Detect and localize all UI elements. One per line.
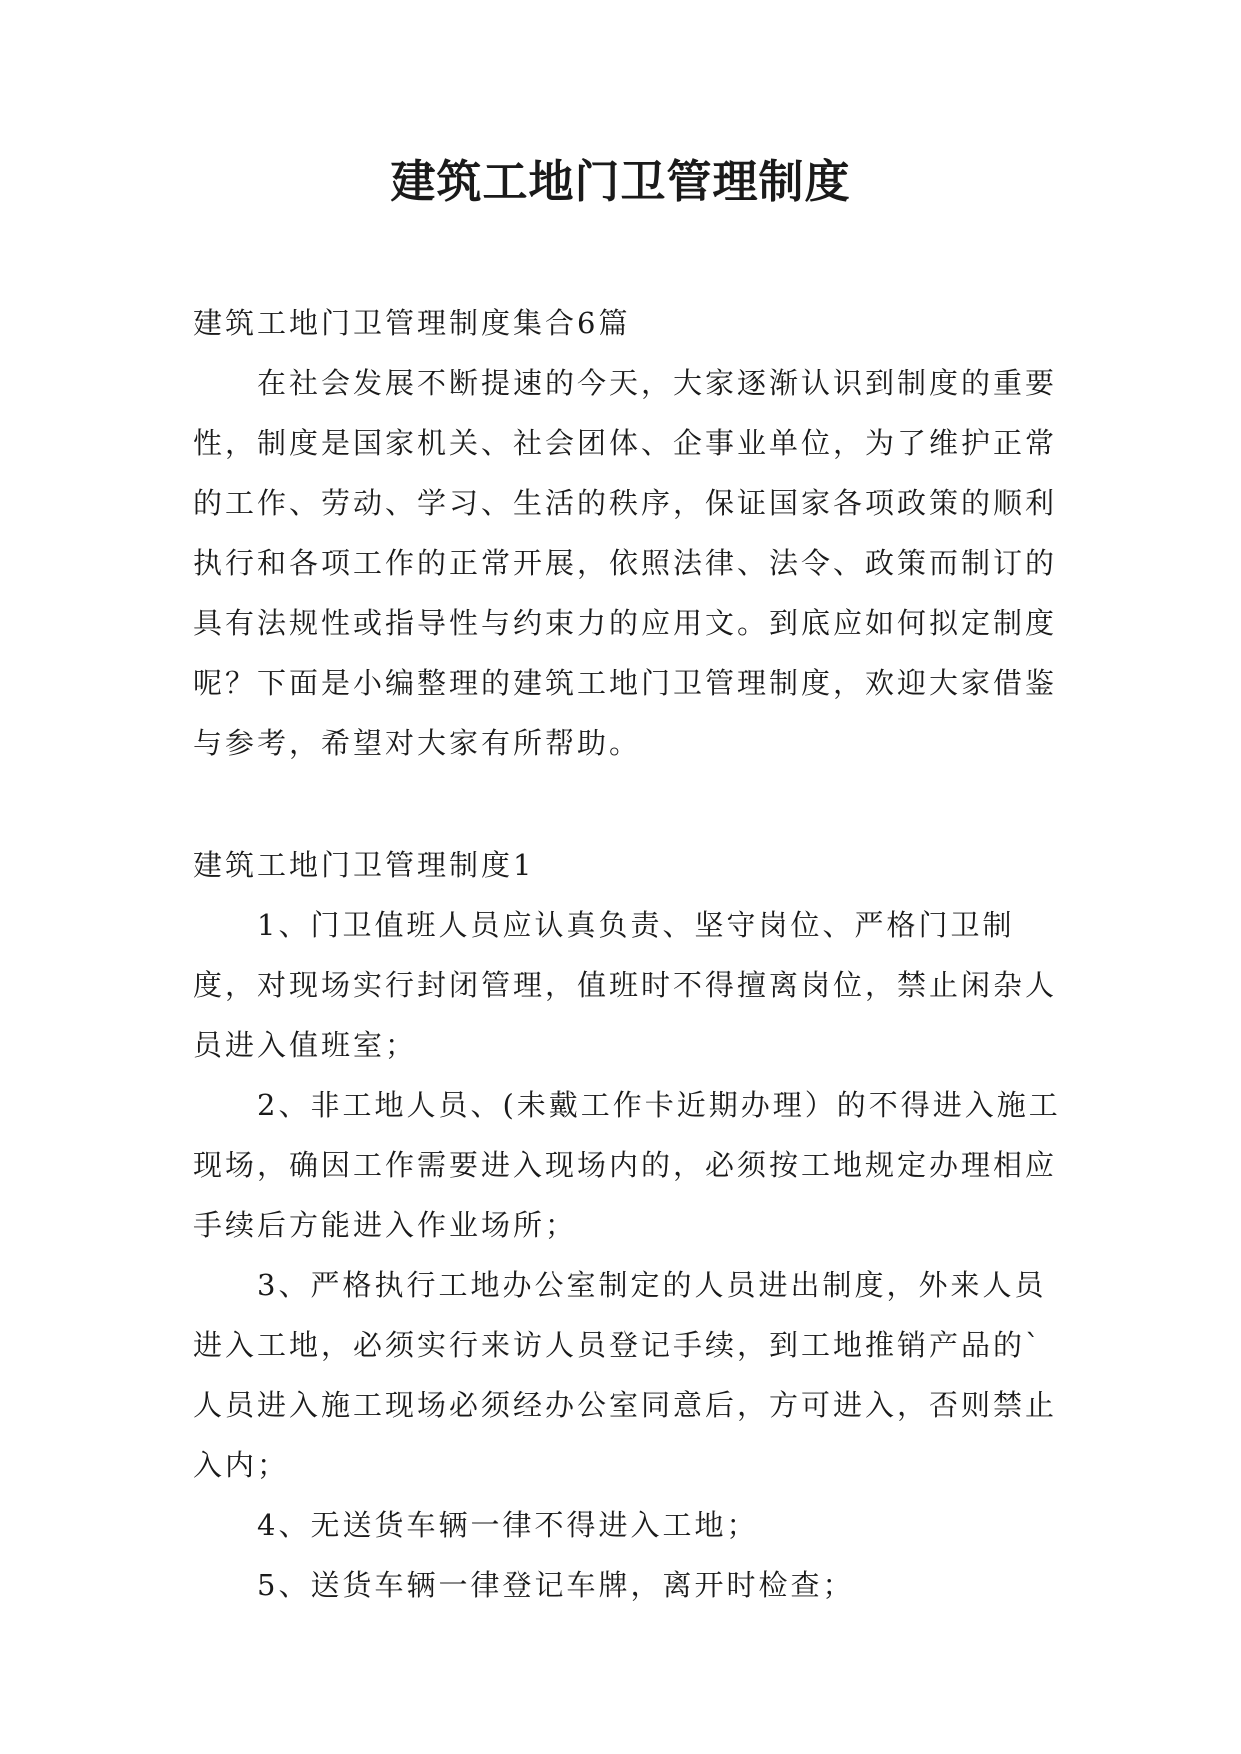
rule-item-4: 4、无送货车辆一律不得进入工地； xyxy=(257,1508,759,1542)
rule-item-5: 5、送货车辆一律登记车牌，离开时检查； xyxy=(257,1568,855,1602)
section-heading: 建筑工地门卫管理制度1 xyxy=(193,848,535,882)
document-title: 建筑工地门卫管理制度 xyxy=(390,155,851,208)
document-body xyxy=(193,293,1071,1615)
rule-item-1: 1、门卫值班人员应认真负责、坚守岗位、严格门卫制度，对现场实行封闭管理，值班时不得擅离岗位，禁止闲杂人员进入值班室； xyxy=(193,908,1058,1062)
intro-paragraph: 在社会发展不断提速的今天，大家逐渐认识到制度的重要性，制度是国家机关、社会团体、企事业单位，为了维护正常的工作、劳动、学习、生活的秩序，保证国家各项政策的顺利执行和各项工作的正常开展，依照法律、法令、政策而制订的具有法规性或指导性与约束力的应用文。到底应如何拟定制度呢？下面是小编整理的建筑工地门卫管理制度，欢迎大家借鉴与参考，希望对大家有所帮助。 xyxy=(193,366,1058,760)
rule-item-3: 3、严格执行工地办公室制定的人员进出制度，外来人员进入工地，必须实行来访人员登记手续，到工地推销产品的`人员进入施工现场必须经办公室同意后，方可进入，否则禁止入内； xyxy=(193,1268,1058,1482)
rule-item-2: 2、非工地人员、(未戴工作卡近期办理）的不得进入施工现场，确因工作需要进入现场内的，必须按工地规定办理相应手续后方能进入作业场所； xyxy=(193,1088,1061,1242)
paragraph-spacer xyxy=(193,773,1071,835)
collection-subtitle: 建筑工地门卫管理制度集合6篇 xyxy=(193,306,631,340)
